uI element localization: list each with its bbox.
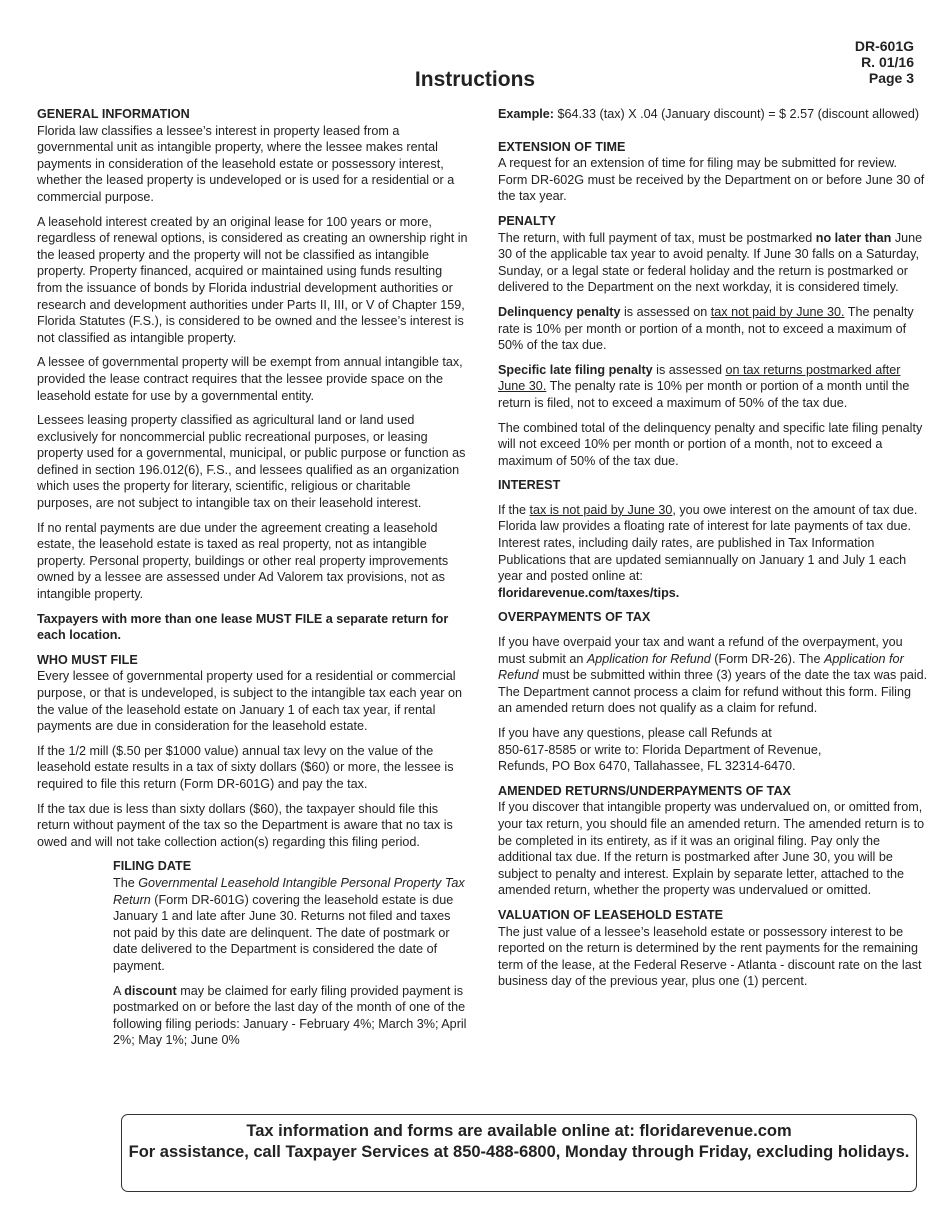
delinquency-penalty-paragraph: Delinquency penalty is assessed on tax not paid by June 30. The penalty rate is 10% per month or portion of a month, not to exceed a maximum of 50% of the tax due. bbox=[498, 304, 914, 353]
amended-returns-paragraph: If you discover that intangible property was undervalued on, or omitted from, your tax return, you should file an amended return. The amended return is to be completed in its entirety, as if it was an original filing. Pay only the additional tax due. If the return is postmarked after June 30, you will be subject to penalty and interest. Explain by separate letter, attached to the amended return, whether the property was undervalued or omitted. bbox=[498, 800, 925, 898]
penalty-paragraph: The return, with full payment of tax, must be postmarked no later than June 30 of the applicable tax year to avoid penalty. If June 30 falls on a Saturday, Sunday, or a legal state or federal holiday and the return is postmarked or delivered to the Department on the next workday, it is considered timely. bbox=[498, 230, 923, 295]
right-column bbox=[498, 106, 928, 998]
valuation-paragraph: The just value of a lessee’s leasehold estate or possessory interest to be reported on the return is determined by the rent payments for the remaining term of the lease, at the Federal Reserve - Atlanta - discount rate on the last business day of the previous year, plus one (1) percent. bbox=[498, 924, 922, 989]
tips-url: floridarevenue.com/taxes/tips. bbox=[498, 585, 680, 600]
extension-paragraph: A request for an extension of time for filing may be submitted for review. Form DR-602G must be received by the Department on or before June 30 of the tax year. bbox=[498, 156, 925, 204]
interest-paragraph: If the tax is not paid by June 30, you owe interest on the amount of tax due. Florida law provides a floating rate of interest for late payments of tax due. Interest rates, including daily rates, are published in Tax Information Publications that are updated semiannually on January 1 and July 1 each year and posted online at: floridarevenue.com/taxes/tips. bbox=[498, 502, 918, 600]
interest-heading: INTEREST bbox=[498, 478, 561, 493]
combined-penalty-paragraph: The combined total of the delinquency penalty and specific late filing penalty will not exceed 10% per month or portion of a month, not to exceed a maximum of 50% of the tax due. bbox=[498, 420, 923, 468]
discount-paragraph: A discount may be claimed for early filing provided payment is postmarked on or before the last day of the month of one of the following filing periods: January - February 4%; March 3%; April 2%; May 1%; June 0% bbox=[113, 983, 467, 1048]
general-info-p3: A lessee of governmental property will be exempt from annual intangible tax, provided the lease contract requires that the lessee provide space on the leasehold estate for use by a governmental entity. bbox=[37, 355, 463, 403]
who-must-file-p2: If the 1/2 mill ($.50 per $1000 value) annual tax levy on the value of the leasehold estate results in a tax of sixty dollars ($60) or more, the lessee is required to file this return (Form DR-601G) and pay the tax. bbox=[37, 743, 454, 791]
penalty-heading: PENALTY bbox=[498, 213, 556, 228]
left-column bbox=[37, 106, 469, 1057]
extension-heading: EXTENSION OF TIME bbox=[498, 139, 626, 154]
filing-date-section bbox=[37, 858, 469, 1049]
discount-example: Example: $64.33 (tax) X .04 (January discount) = $ 2.57 (discount allowed) bbox=[498, 107, 920, 121]
filing-date-p1: The Governmental Leasehold Intangible Personal Property Tax Return (Form DR-601G) covering the leasehold estate is due January 1 and late after June 30. Returns not filed and taxes not paid by this date are delinquent. The date of postmark or date delivered to the Department is considered the date of payment. bbox=[113, 875, 465, 973]
revision-date: R. 01/16 bbox=[861, 54, 914, 70]
overpayments-paragraph: If you have overpaid your tax and want a refund of the overpayment, you must submit an Application for Refund (Form DR-26). The Application for Refund must be submitted within three (3) years of the date the tax was paid. The Department cannot process a claim for refund without this form. Filing an amended return does not qualify as a claim for refund. bbox=[498, 635, 928, 716]
separate-return-notice: Taxpayers with more than one lease MUST FILE a separate return for each location. bbox=[37, 611, 449, 643]
return-form-title: Governmental Leasehold Intangible Personal Property Tax Return bbox=[113, 875, 465, 907]
form-number: DR-601G bbox=[854, 38, 914, 54]
who-must-file-p3: If the tax due is less than sixty dollars ($60), the taxpayer should file this return without payment of the tax so the Department is aware that no tax is owed and will not take collection action(s) regarding this filing period. bbox=[37, 801, 453, 849]
general-info-p4: Lessees leasing property classified as agricultural land or land used exclusively for noncommercial public recreational purposes, or leasing property used for a governmental, municipal, or public purpose or function as defined in section 196.012(6), F.S., and lessees qualified as an organization which uses the property for literary, scientific, religious or charitable purposes, are not subject to intangible tax on their leasehold interest. bbox=[37, 413, 466, 511]
general-info-p2: A leasehold interest created by an original lease for 100 years or more, regardless of renewal options, is considered as creating an ownership right in the leased property and the property will not be classified as intangible property. Property financed, acquired or maintained using funds resulting from the issuance of bonds by Florida industrial development authorities or research and development authorities under Parts II, III, or V of Chapter 159, Florida Statutes (F.S.), is considered to be owned and the lessee’s interest is not classified as intangible property. bbox=[37, 214, 468, 345]
amended-returns-heading: AMENDED RETURNS/UNDERPAYMENTS OF TAX bbox=[498, 783, 791, 798]
page-number: Page 3 bbox=[868, 70, 914, 86]
refunds-contact: If you have any questions, please call Refunds at 850-617-8585 or write to: Florida Department of Revenue, Refunds, PO Box 6470, Tallahassee, FL 32314-6470. bbox=[498, 726, 822, 774]
page-title: Instructions bbox=[414, 68, 536, 91]
footer-info-box bbox=[121, 1114, 917, 1192]
general-info-heading: GENERAL INFORMATION bbox=[37, 107, 190, 121]
general-info-p5: If no rental payments are due under the agreement creating a leasehold estate, the leasehold estate is taxed as real property, not as intangible property. Personal property, buildings or other real property improvements owned by a lessee are assessed under Ad Valorem tax provisions, not as intangible property. bbox=[37, 520, 449, 602]
footer-assistance-info: For assistance, call Taxpayer Services at 850-488-6800, Monday through Friday, excluding holidays. bbox=[128, 1143, 910, 1161]
footer-online-info: Tax information and forms are available online at: floridarevenue.com bbox=[246, 1122, 792, 1140]
who-must-file-p1: Every lessee of governmental property used for a residential or commercial purpose, or that is undeveloped, is subject to the intangible tax each year on the value of the leasehold estate on January 1 of each tax year, if rental payments are due in consideration for the leasehold estate. bbox=[37, 669, 462, 734]
who-must-file-heading: WHO MUST FILE bbox=[37, 652, 138, 667]
filing-date-heading: FILING DATE bbox=[113, 859, 192, 874]
overpayments-heading: OVERPAYMENTS OF TAX bbox=[498, 610, 651, 625]
valuation-heading: VALUATION OF LEASEHOLD ESTATE bbox=[498, 907, 724, 922]
late-filing-penalty-paragraph: Specific late filing penalty is assessed on tax returns postmarked after June 30. The penalty rate is 10% per month or portion of a month until the return is filed, not to exceed a maximum of 50% of the tax due. bbox=[498, 362, 910, 410]
general-info-p1: Florida law classifies a lessee’s interest in property leased from a governmental unit as intangible property, where the lessee makes rental payments in consideration of the leasehold estate or possessory interest, whether the leased property is undeveloped or is used for a residential or a commercial purpose. bbox=[37, 123, 455, 204]
